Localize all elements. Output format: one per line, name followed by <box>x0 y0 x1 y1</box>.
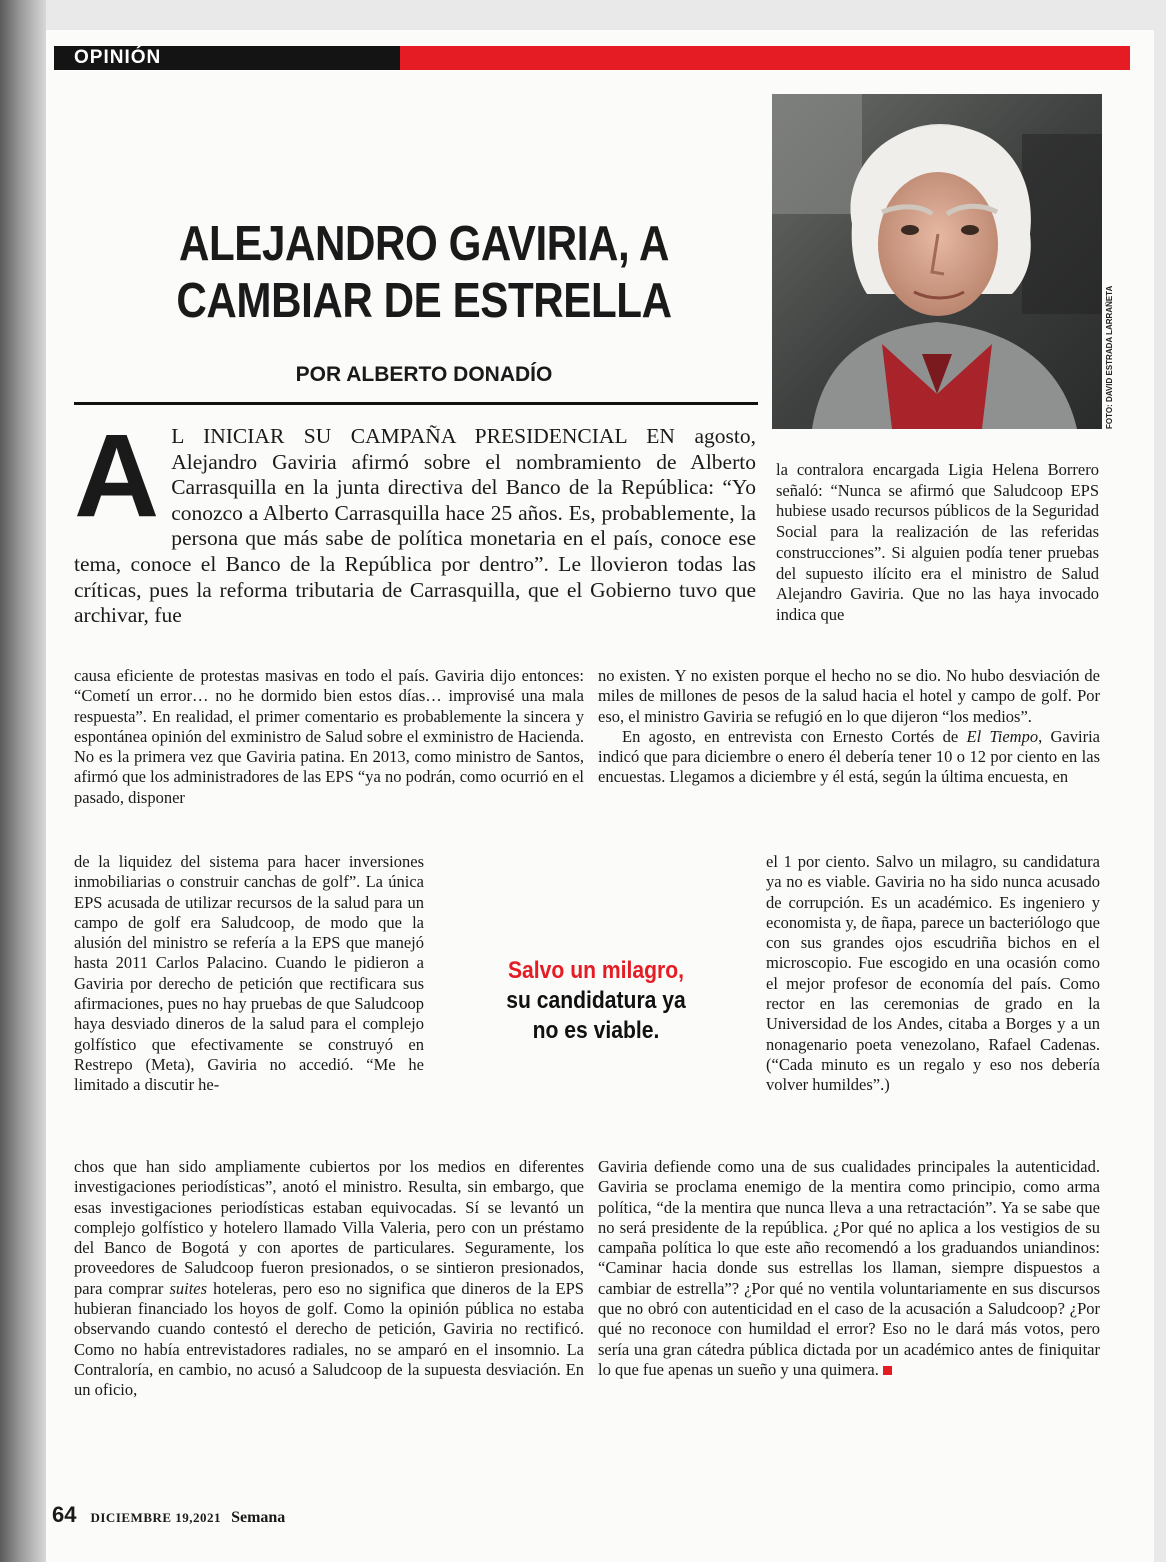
page-number: 64 <box>52 1502 77 1527</box>
pull-quote-red: Salvo un milagro, <box>507 957 685 984</box>
page-footer <box>52 1502 285 1528</box>
magazine-name: Semana <box>231 1509 286 1526</box>
byline: POR ALBERTO DONADÍO <box>295 363 553 386</box>
col2-part1b: En agosto, en entrevista con Ernesto Cortés de <box>622 726 967 746</box>
magazine-page <box>46 30 1154 1562</box>
col2-part1a: no existen. Y no existen porque el hecho no se dio. No hubo desviación de miles de millones de pesos de la salud hacia el hotel y campo de golf. Por eso, el ministro Gaviria se refugió en lo que dijeron “los medios”. <box>598 666 1100 726</box>
col1-part3b: hoteleras, pero eso no significa que dineros de la EPS hubieran financiado los hoyos de golf. Como la opinión pública no estaba observando cuando contestó el derecho de petición, Gaviria no rectificó. Como no había entrevistadores radiales, no se amparó en el insomnio. La Contraloría, en cambio, no acusó a Saludcoop de la supuesta desviación. En un oficio, <box>74 1278 584 1400</box>
pull-quote-line-3: no es viable. <box>532 1017 660 1044</box>
lead-text: L INICIAR SU CAMPAÑA PRESIDENCIAL EN agosto, Alejandro Gaviria afirmó sobre el nombramiento de Alberto Carrasquilla en la junta directiva del Banco de la República: “Yo conozco a Alberto Carrasquilla hace 25 años. Es, probablemente, la persona que más sabe de política monetaria en el país, conoce ese tema, conoce el Banco de la República por dentro”. Le llovieron todas las críticas, pues la reforma tributaria de Carrasquilla, que el Gobierno tuvo que archivar, fue <box>74 424 756 628</box>
issue-date: DICIEMBRE 19,2021 <box>90 1510 222 1525</box>
col2-text-part2: el 1 por ciento. Salvo un milagro, su candidatura ya no es viable. Gaviria no ha sido nunca acusado de corrupción. Es un académico. Es ingeniero y economista y, de ñapa, parece un bacteriólogo que con sus grandes ojos escudriña bichos en el microscopio. Fue escogido en una ocasión como el mejor profesor de economía del país. Como rector en las ceremonias de grado en la Universidad de los Andes, citaba a Borges y a un nonagenario poeta venezolano, Rafael Cadenas. (“Cada minuto es un regalo y eso nos debería volver humildes”.) <box>766 852 1100 1095</box>
photo-credit: FOTO: DAVID ESTRADA LARRAÑETA <box>1105 285 1114 429</box>
col1-text-part2: de la liquidez del sistema para hacer inversiones inmobiliarias o construir canchas de golf”. La única EPS acusada de utilizar recursos de la salud para un campo de golf era Saludcoop, de modo que la alusión del ministro se refería a la EPS que manejó hasta 2011 Carlos Palacino. Cuando le pidieron a Gaviria por derecho de petición que rectificara sus afirmaciones, pues no hay pruebas de que Saludcoop haya desviado dineros de la salud para el complejo golfístico que efectivamente se construyó en Restrepo (Meta), Gaviria no accedió. “Me he limitado a discutir he- <box>74 852 424 1095</box>
col2-part1c: , Gaviria indicó que para diciembre o enero él debería tener 10 o 12 por ciento en las encuestas. Llegamos a diciembre y él está, según la última encuesta, en <box>598 726 1100 787</box>
col2-part1-italic: El Tiempo <box>966 726 1039 746</box>
pull-quote <box>482 956 711 1046</box>
col1-part3a: chos que han sido ampliamente cubiertos por los medios en diferentes investigaciones periodísticas”, anotó el ministro. Resulta, sin embargo, que esas investigaciones periodísticas estaban equivocadas. Sí se levantó un complejo golfístico y hotelero llamado Villa Valeria, pero con un préstamo del Banco de Bogotá y con aportes de particulares. Seguramente, los proveedores de Saludcoop fueron presionados, o se sintieron presionados, para comprar <box>74 1157 584 1298</box>
section-bar <box>54 46 1130 70</box>
col1-text-part1: causa eficiente de protestas masivas en todo el país. Gaviria dijo entonces: “Cometí un error… no he dormido bien estos días… improvisé una mala respuesta”. En realidad, el primer comentario es probablemente la sincera y espontánea opinión del exministro de Salud sobre el exministro de Hacienda. No es la primera vez que Gaviria patina. En 2013, como ministro de Santos, afirmó que los administradores de las EPS “ya no podrán, como ocurrió en el pasado, disponer <box>74 666 584 807</box>
headline-line-1: ALEJANDRO GAVIRIA, A <box>178 217 670 271</box>
headline-line-2: CAMBIAR DE ESTRELLA <box>176 274 672 328</box>
section-label: OPINIÓN <box>74 47 162 68</box>
author-portrait-photo <box>772 94 1102 429</box>
lead-paragraph <box>74 410 756 629</box>
page-edge-shadow <box>0 0 46 1562</box>
headline-rule <box>74 402 758 405</box>
end-mark-icon <box>883 1366 892 1375</box>
col1-part3-italic: suites <box>169 1278 208 1298</box>
headline <box>123 216 725 330</box>
col2-text-part1 <box>598 666 1100 788</box>
right-top-text: la contralora encargada Ligia Helena Borrero señaló: “Nunca se afirmó que Saludcoop EPS hubiese usado recursos públicos de la Seguridad Social para la realización de las referidas construcciones”. Si alguien podía tener pruebas del supuesto ilícito era el ministro de Salud Alejandro Gaviria. Que no las haya invocado indica que <box>776 460 1099 624</box>
drop-cap: A <box>74 410 160 542</box>
col2-part3: Gaviria defiende como una de sus cualidades principales la autenticidad. Gaviria se proclama enemigo de la mentira como principio, como arma política, “de la mentira que nunca lleva a una retractación”. Ya se sabe que no será presidente de la república. ¿Por qué no aplica a los vestigios de su campaña política lo que este año recomendó a los graduandos uniandinos: “Caminar hacia donde sus estrellas los llaman, siempre dispuestos a cambiar de estrella”? ¿Por qué no ventila voluntariamente en sus discursos que no obró con autenticidad en el caso de la acusación a Saludcoop? ¿Por qué no reconoce con humildad el error? Eso no le dará más votos, pero sería una gran cátedra pública dictada por un académico antes de finiquitar lo que fue apenas un sueño y una quimera. <box>598 1157 1100 1379</box>
col2-text-part3 <box>598 1157 1100 1380</box>
col1-text-part3 <box>74 1157 584 1401</box>
pull-quote-line-2: su candidatura ya <box>506 987 686 1014</box>
